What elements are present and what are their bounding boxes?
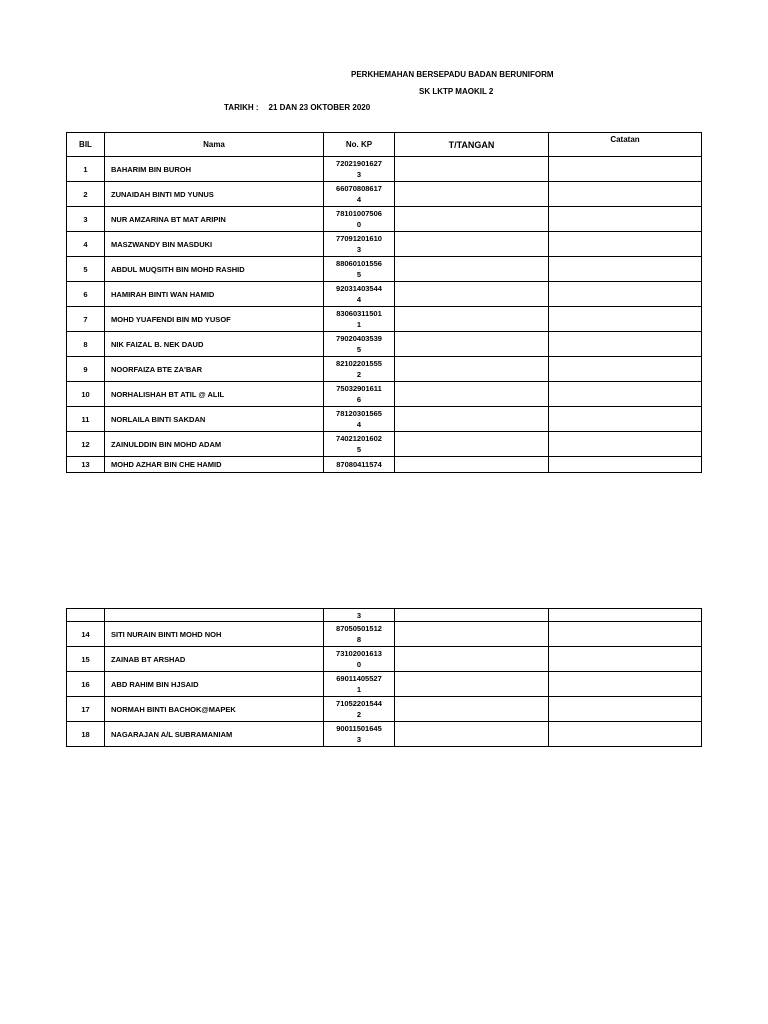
table-cell-bil: 2 <box>67 182 105 207</box>
signature-cell[interactable] <box>395 647 549 672</box>
signature-cell[interactable] <box>395 407 549 432</box>
table-cell-nama: ABDUL MUQSITH BIN MOHD RASHID <box>105 257 324 282</box>
continuation-row <box>67 609 702 622</box>
table-row <box>67 647 702 672</box>
table-cell-nama: BAHARIM BIN BUROH <box>105 157 324 182</box>
table-cell-kp: 3 <box>324 609 395 622</box>
table-row <box>67 182 702 207</box>
kp-line-1: 79020403539 <box>336 334 382 343</box>
table-cell-nama: NORHALISHAH BT ATIL @ ALIL <box>105 382 324 407</box>
table-cell-kp <box>324 232 395 257</box>
table-cell-bil: 16 <box>67 672 105 697</box>
table-cell-bil: 18 <box>67 722 105 747</box>
notes-cell[interactable] <box>549 357 702 382</box>
table-cell-kp <box>324 697 395 722</box>
signature-cell[interactable] <box>395 457 549 473</box>
signature-cell[interactable] <box>395 157 549 182</box>
kp-line-1: 72021901627 <box>336 159 382 168</box>
table-cell-nama <box>105 609 324 622</box>
kp-line-2: 0 <box>356 660 362 669</box>
col-header-bil: BIL <box>67 133 105 157</box>
notes-cell[interactable] <box>549 282 702 307</box>
table-cell-bil: 6 <box>67 282 105 307</box>
table-cell-bil <box>67 609 105 622</box>
table-cell-nama: ZAINAB BT ARSHAD <box>105 647 324 672</box>
kp-line-2: 4 <box>356 420 362 429</box>
kp-line-2: 4 <box>356 295 362 304</box>
signature-cell[interactable] <box>395 332 549 357</box>
table-cell-kp <box>324 622 395 647</box>
signature-cell[interactable] <box>395 697 549 722</box>
table-row <box>67 407 702 432</box>
table-row <box>67 432 702 457</box>
table-cell-bil: 12 <box>67 432 105 457</box>
table-cell-kp <box>324 382 395 407</box>
table-cell-nama: SITI NURAIN BINTI MOHD NOH <box>105 622 324 647</box>
table-row <box>67 157 702 182</box>
signature-cell[interactable] <box>395 307 549 332</box>
kp-line-2: 5 <box>356 345 362 354</box>
table-cell-bil: 9 <box>67 357 105 382</box>
kp-line-2: 6 <box>356 395 362 404</box>
table-cell-kp <box>324 207 395 232</box>
table-cell-nama: MASZWANDY BIN MASDUKI <box>105 232 324 257</box>
kp-line-2: 8 <box>356 635 362 644</box>
table-cell-kp <box>324 357 395 382</box>
table-cell-bil: 17 <box>67 697 105 722</box>
notes-cell[interactable] <box>549 622 702 647</box>
signature-cell[interactable] <box>395 722 549 747</box>
notes-cell[interactable] <box>549 722 702 747</box>
table-row <box>67 232 702 257</box>
table-cell-kp <box>324 257 395 282</box>
notes-cell[interactable] <box>549 157 702 182</box>
kp-line-1: 88060101556 <box>336 259 382 268</box>
signature-cell[interactable] <box>395 622 549 647</box>
kp-line-2: 2 <box>356 370 362 379</box>
table-row <box>67 332 702 357</box>
kp-line-1: 78120301565 <box>336 409 382 418</box>
table-cell-bil: 15 <box>67 647 105 672</box>
table-cell-nama: ZAINULDDIN BIN MOHD ADAM <box>105 432 324 457</box>
date-line <box>224 103 370 112</box>
date-label: TARIKH : <box>224 103 259 112</box>
kp-line-2: 2 <box>356 710 362 719</box>
notes-cell[interactable] <box>549 232 702 257</box>
table-row <box>67 382 702 407</box>
table-row <box>67 307 702 332</box>
notes-cell[interactable] <box>549 332 702 357</box>
kp-line-2: 1 <box>356 685 362 694</box>
notes-cell[interactable] <box>549 257 702 282</box>
kp-line-1: 69011405527 <box>336 674 382 683</box>
table-cell-nama: MOHD YUAFENDI BIN MD YUSOF <box>105 307 324 332</box>
kp-line-1: 75032901611 <box>336 384 382 393</box>
signature-cell[interactable] <box>395 182 549 207</box>
table-cell-nama: MOHD AZHAR BIN CHE HAMID <box>105 457 324 473</box>
kp-line-1: 74021201602 <box>336 434 382 443</box>
kp-line-2: 0 <box>356 220 362 229</box>
table-row <box>67 722 702 747</box>
school-name: SK LKTP MAOKIL 2 <box>419 87 494 96</box>
table-cell-nama: ZUNAIDAH BINTI MD YUNUS <box>105 182 324 207</box>
kp-line-1: 77091201610 <box>336 234 382 243</box>
signature-cell[interactable] <box>395 232 549 257</box>
kp-line-2: 4 <box>356 195 362 204</box>
notes-cell[interactable] <box>549 307 702 332</box>
kp-line-1: 78101007506 <box>336 209 382 218</box>
table-row <box>67 457 702 473</box>
notes-cell[interactable] <box>549 457 702 473</box>
table-cell-bil: 13 <box>67 457 105 473</box>
kp-line-2: 3 <box>356 735 362 744</box>
table-cell-bil: 5 <box>67 257 105 282</box>
table-cell-nama: NOORFAIZA BTE ZA'BAR <box>105 357 324 382</box>
table-row <box>67 257 702 282</box>
notes-cell[interactable] <box>549 432 702 457</box>
table-cell-nama: NORMAH BINTI BACHOK@MAPEK <box>105 697 324 722</box>
table-cell-nama: NIK FAIZAL B. NEK DAUD <box>105 332 324 357</box>
kp-line-1: 83060311501 <box>336 309 382 318</box>
notes-cell[interactable] <box>549 407 702 432</box>
table-cell-bil: 8 <box>67 332 105 357</box>
signature-cell[interactable] <box>395 382 549 407</box>
table-cell-bil: 3 <box>67 207 105 232</box>
kp-line-1: 92031403544 <box>336 284 382 293</box>
date-value: 21 DAN 23 OKTOBER 2020 <box>268 103 371 112</box>
table-cell-nama: NAGARAJAN A/L SUBRAMANIAM <box>105 722 324 747</box>
kp-line-1: 66070808617 <box>336 184 382 193</box>
table-cell-kp <box>324 307 395 332</box>
document-title: PERKHEMAHAN BERSEPADU BADAN BERUNIFORM <box>351 70 554 79</box>
table-cell-nama: NUR AMZARINA BT MAT ARIPIN <box>105 207 324 232</box>
col-header-kp: No. KP <box>324 133 395 157</box>
notes-cell[interactable] <box>549 182 702 207</box>
attendance-table-page1 <box>66 132 702 473</box>
notes-cell[interactable] <box>549 207 702 232</box>
table-row <box>67 207 702 232</box>
table-cell-kp <box>324 157 395 182</box>
signature-cell[interactable] <box>395 257 549 282</box>
col-header-catatan: Catatan <box>549 133 702 157</box>
kp-line-1: 71052201544 <box>336 699 382 708</box>
notes-cell[interactable] <box>549 609 702 622</box>
signature-cell[interactable] <box>395 357 549 382</box>
table-cell-nama: ABD RAHIM BIN HJSAID <box>105 672 324 697</box>
signature-cell[interactable] <box>395 432 549 457</box>
table-cell-bil: 4 <box>67 232 105 257</box>
table-cell-kp <box>324 182 395 207</box>
table-cell-kp <box>324 722 395 747</box>
table-row <box>67 282 702 307</box>
table-row <box>67 357 702 382</box>
table-cell-kp <box>324 332 395 357</box>
signature-cell[interactable] <box>395 207 549 232</box>
signature-cell[interactable] <box>395 282 549 307</box>
table-cell-bil: 14 <box>67 622 105 647</box>
notes-cell[interactable] <box>549 382 702 407</box>
table-header-row <box>67 133 702 157</box>
kp-line-2: 3 <box>356 170 362 179</box>
table-cell-bil: 11 <box>67 407 105 432</box>
kp-line-1: 87050501512 <box>336 624 382 633</box>
notes-cell[interactable] <box>549 672 702 697</box>
col-header-nama: Nama <box>105 133 324 157</box>
table-cell-bil: 7 <box>67 307 105 332</box>
attendance-table-page2 <box>66 608 702 747</box>
table-row <box>67 672 702 697</box>
table-cell-kp <box>324 457 395 473</box>
kp-line-1: 73102001613 <box>336 649 382 658</box>
kp-line-1: 82102201555 <box>336 359 382 368</box>
signature-cell[interactable] <box>395 609 549 622</box>
signature-cell[interactable] <box>395 672 549 697</box>
table-cell-bil: 1 <box>67 157 105 182</box>
notes-cell[interactable] <box>549 647 702 672</box>
table-cell-kp <box>324 672 395 697</box>
kp-line-2: 5 <box>356 445 362 454</box>
table-cell-nama: HAMIRAH BINTI WAN HAMID <box>105 282 324 307</box>
table-cell-kp <box>324 647 395 672</box>
kp-line-2: 5 <box>356 270 362 279</box>
table-cell-kp <box>324 407 395 432</box>
table-cell-kp <box>324 432 395 457</box>
kp-line-1: 90011501645 <box>336 724 382 733</box>
kp-line-1: 87080411574 <box>336 460 382 469</box>
table-row <box>67 697 702 722</box>
table-cell-nama: NORLAILA BINTI SAKDAN <box>105 407 324 432</box>
notes-cell[interactable] <box>549 697 702 722</box>
table-row <box>67 622 702 647</box>
table-cell-bil: 10 <box>67 382 105 407</box>
kp-line-2: 3 <box>356 245 362 254</box>
table-cell-kp <box>324 282 395 307</box>
col-header-ttd: T/TANGAN <box>395 133 549 157</box>
kp-line-2: 1 <box>356 320 362 329</box>
